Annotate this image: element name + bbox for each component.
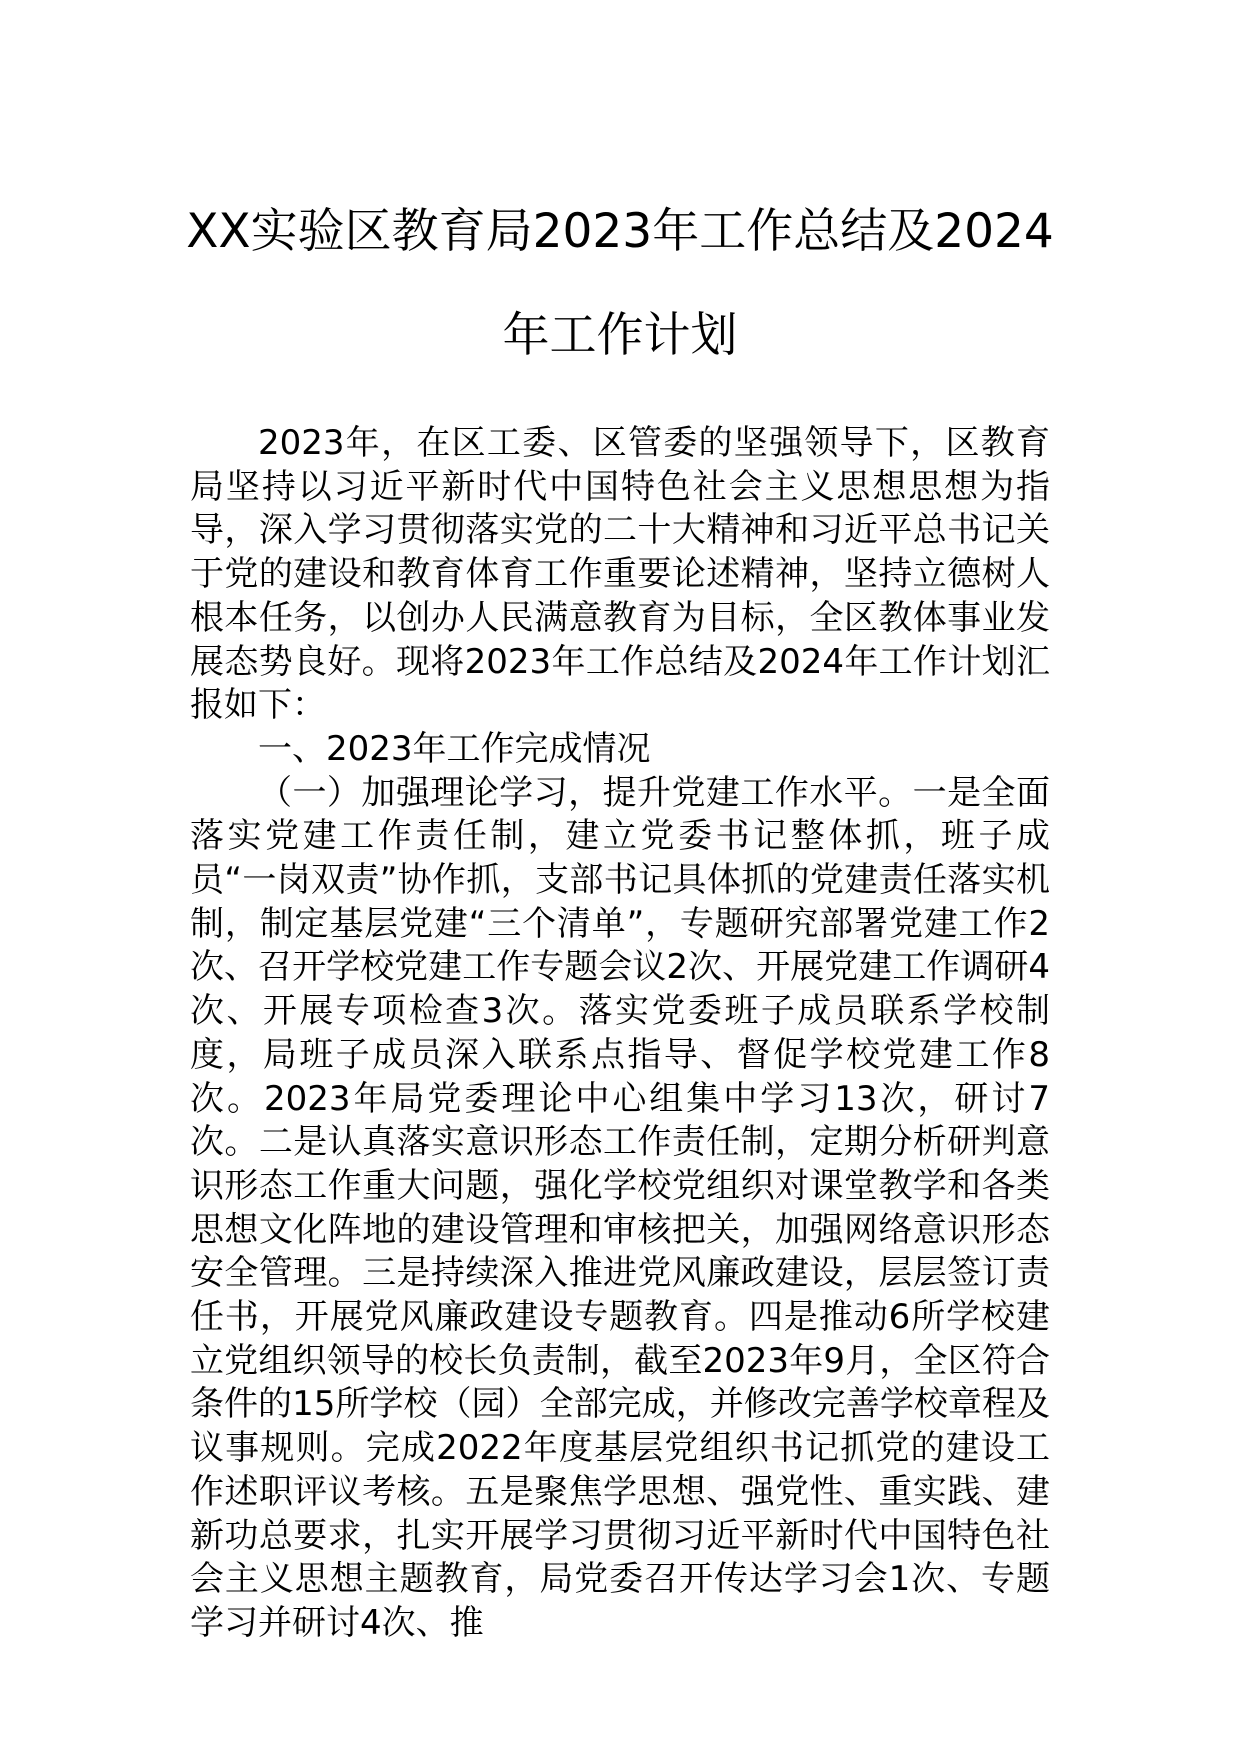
document-title: [180, 180, 1060, 388]
intro-paragraph: 2023年，在区工委、区管委的坚强领导下，区教育局坚持以习近平新时代中国特色社会主义思想思想为指导，深入学习贯彻落实党的二十大精神和习近平总书记关于党的建设和教育体育工作重要论述精神，坚持立德树人根本任务，以创办人民满意教育为目标，全区教体事业发展态势良好。现将2023年工作总结及2024年工作计划汇报如下：: [190, 423, 1050, 726]
document-body: [190, 422, 1050, 1646]
title-line-1: XX实验区教育局2023年工作总结及2024: [186, 204, 1054, 259]
title-line-2: 年工作计划: [502, 308, 738, 363]
subsection-paragraph: （一）加强理论学习，提升党建工作水平。一是全面落实党建工作责任制，建立党委书记整体抓，班子成员“一岗双责”协作抓，支部书记具体抓的党建责任落实机制，制定基层党建“三个清单”，专题研究部署党建工作2次、召开学校党建工作专题会议2次、开展党建工作调研4次、开展专项检查3次。落实党委班子成员联系学校制度，局班子成员深入联系点指导、督促学校党建工作8次。2023年局党委理论中心组集中学习13次，研讨7次。二是认真落实意识形态工作责任制，定期分析研判意识形态工作重大问题，强化学校党组织对课堂教学和各类思想文化阵地的建设管理和审核把关，加强网络意识形态安全管理。三是持续深入推进党风廉政建设，层层签订责任书，开展党风廉政建设专题教育。四是推动6所学校建立党组织领导的校长负责制，截至2023年9月，全区符合条件的15所学校（园）全部完成，并修改完善学校章程及议事规则。完成2022年度基层党组织书记抓党的建设工作述职评议考核。五是聚焦学思想、强党性、重实践、建新功总要求，扎实开展学习贯彻习近平新时代中国特色社会主义思想主题教育，局党委召开传达学习会1次、专题学习并研讨4次、推: [190, 772, 1050, 1643]
section-heading: 一、2023年工作完成情况: [258, 728, 651, 769]
